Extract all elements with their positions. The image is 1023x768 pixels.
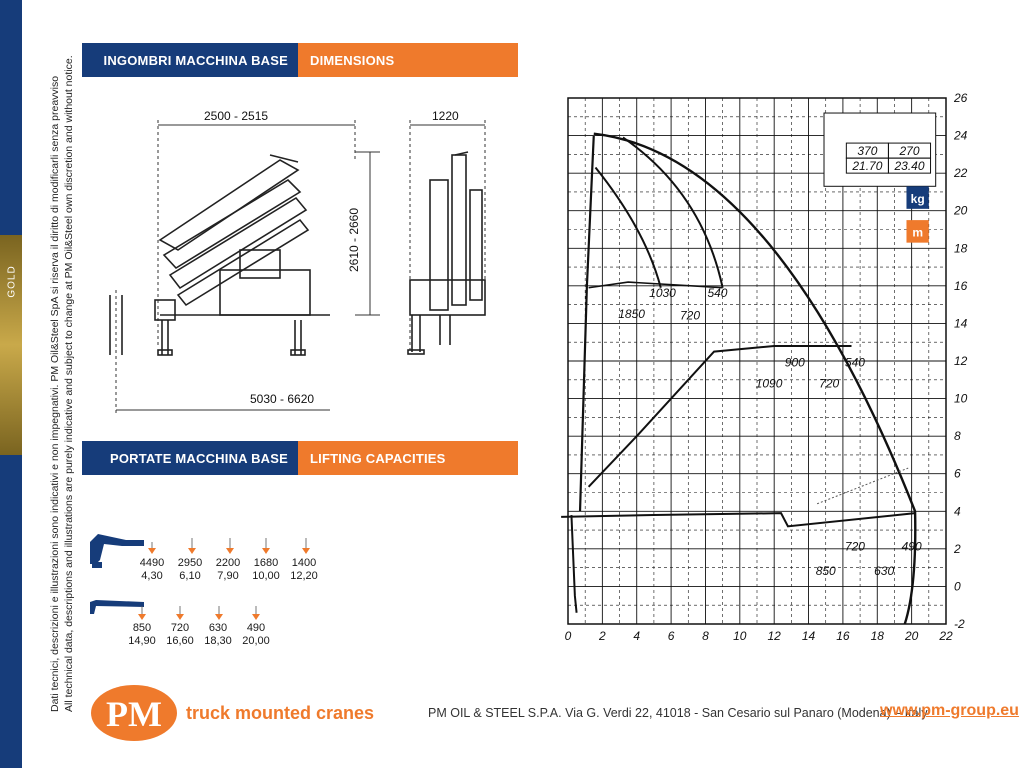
capacity-row1-kg: 1680 <box>253 557 279 569</box>
gold-tab-label: GOLD <box>6 265 18 298</box>
y-tick-label: 26 <box>954 91 968 105</box>
boom-horizontal <box>561 513 915 526</box>
x-tick-label: 22 <box>939 629 953 643</box>
capacity-row1-kg: 2950 <box>177 557 203 569</box>
inner-arc-1 <box>595 168 660 288</box>
x-tick-label: 12 <box>767 629 781 643</box>
capacity-row2-markers <box>130 604 280 624</box>
disclaimer <box>48 55 76 712</box>
capacity-row2-m: 16,60 <box>166 635 194 647</box>
dimensions-header-en: DIMENSIONS <box>298 43 518 77</box>
capacity-row2-kg: 490 <box>246 622 266 634</box>
width-dimension: 2500 - 2515 <box>204 109 269 123</box>
capacity-row2-cell <box>234 622 278 648</box>
y-tick-label: 20 <box>954 203 968 218</box>
capacity-row1-cell <box>282 557 326 583</box>
dimensions-header <box>82 43 518 77</box>
x-tick-label: 0 <box>564 629 572 643</box>
boom-mid <box>589 346 852 487</box>
capacity-row1-m: 6,10 <box>179 570 201 582</box>
x-tick-label: 4 <box>633 629 641 643</box>
load-label: 720 <box>819 376 840 391</box>
capacity-row1-kg: 2200 <box>215 557 241 569</box>
capacities-header-en: LIFTING CAPACITIES <box>298 441 518 475</box>
load-label: 900 <box>784 355 805 370</box>
capacity-row1-m: 7,90 <box>217 570 239 582</box>
load-label: 630 <box>874 564 895 579</box>
x-tick-label: 8 <box>702 629 709 643</box>
logo-tagline: truck mounted cranes <box>186 703 375 723</box>
mast <box>571 515 576 613</box>
legend-m-value: 23.40 <box>894 159 925 174</box>
load-chart <box>548 88 1008 648</box>
legend-m-value: 21.70 <box>852 159 883 174</box>
x-tick-label: 6 <box>667 629 675 643</box>
load-label: 1030 <box>649 286 676 301</box>
y-tick-label: 24 <box>954 128 968 143</box>
x-tick-label: 2 <box>599 629 606 643</box>
capacity-row2-m: 20,00 <box>242 635 270 647</box>
y-tick-label: 12 <box>954 354 968 368</box>
capacity-row2-m: 18,30 <box>204 635 232 647</box>
capacity-row1-markers <box>140 536 340 556</box>
load-label: 540 <box>707 286 728 301</box>
x-tick-label: 16 <box>836 629 850 643</box>
capacity-row1-m: 10,00 <box>252 570 280 582</box>
y-tick-label: -2 <box>954 617 965 631</box>
legend-m-label: m <box>912 225 923 240</box>
dimensions-header-it: INGOMBRI MACCHINA BASE <box>82 43 298 77</box>
disclaimer-en: All technical data, descriptions and illustrations are purely indicative and subject to change at PM Oil&Steel own discretion and without notice. <box>63 55 75 712</box>
y-tick-label: 18 <box>954 241 968 256</box>
load-label: 1850 <box>618 306 645 321</box>
load-label: 720 <box>844 539 865 554</box>
height-dimension: 2610 - 2660 <box>347 207 361 273</box>
load-label: 850 <box>815 564 836 579</box>
capacity-row1-m: 4,30 <box>141 570 163 582</box>
load-label: 540 <box>844 355 865 370</box>
crane-dimension-drawing <box>100 100 500 430</box>
legend-kg-value: 370 <box>857 144 878 159</box>
capacities-header-it: PORTATE MACCHINA BASE <box>82 441 298 475</box>
company-address: PM OIL & STEEL S.P.A. Via G. Verdi 22, 41018 - San Cesario sul Panaro (Modena) – Italy <box>428 706 928 720</box>
y-tick-label: 22 <box>954 166 968 181</box>
y-tick-label: 10 <box>954 391 968 406</box>
y-tick-label: 0 <box>954 579 961 594</box>
y-tick-label: 14 <box>954 316 968 331</box>
y-tick-label: 2 <box>954 541 961 556</box>
capacity-row1-m: 12,20 <box>290 570 318 582</box>
y-tick-label: 6 <box>954 466 961 481</box>
y-tick-label: 16 <box>954 278 968 293</box>
capacity-row1-kg: 1400 <box>291 557 317 569</box>
legend-kg-label: kg <box>910 191 925 206</box>
company-website-link[interactable]: www.pm-group.eu <box>880 702 1019 719</box>
load-label: 490 <box>901 539 922 554</box>
load-label: 720 <box>679 308 701 323</box>
load-label: 1090 <box>755 376 783 391</box>
x-tick-label: 10 <box>733 629 747 643</box>
svg-text:PM: PM <box>106 694 162 734</box>
capacity-row1-kg: 4490 <box>139 557 165 569</box>
pm-logo <box>90 684 178 742</box>
x-tick-label: 18 <box>870 629 884 643</box>
x-tick-label: 14 <box>801 629 816 643</box>
capacity-row2-kg: 850 <box>132 622 152 634</box>
capacity-row2-kg: 720 <box>170 622 190 634</box>
y-tick-label: 4 <box>954 504 961 519</box>
outrigger-dimension: 5030 - 6620 <box>250 392 315 406</box>
capacity-row2-kg: 630 <box>208 622 228 634</box>
legend-kg-value: 270 <box>899 144 920 159</box>
capacity-row2-m: 14,90 <box>128 635 156 647</box>
y-tick-label: 8 <box>954 429 961 444</box>
depth-dimension: 1220 <box>432 109 459 123</box>
x-tick-label: 20 <box>904 629 919 643</box>
capacities-header <box>82 441 518 475</box>
disclaimer-it: Dati tecnici, descrizioni e illustrazioni sono indicativi e non impegnativi. PM Oil&Steel SpA si riserva il diritto di modificarli senza preavviso <box>49 75 61 712</box>
